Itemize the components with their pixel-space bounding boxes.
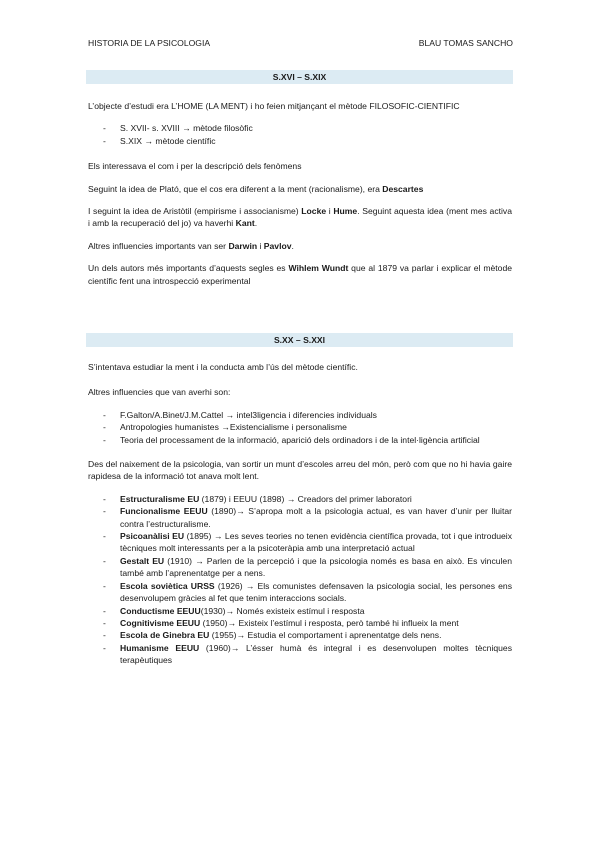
list-dash: -: [103, 409, 106, 420]
paragraph-text: que al 1879 va parlar i explicar el mètode científic fent una introspecció experimental: [88, 263, 513, 286]
list-item: [88, 580, 512, 605]
name-darwin: Darwin: [228, 240, 258, 251]
schools-list: [88, 493, 512, 667]
school-description: (1930)→ Només existeix estímul i resposta: [200, 605, 365, 616]
list-item: [88, 629, 512, 641]
paragraph-text: .: [254, 218, 258, 229]
paragraph-text: I seguint la idea de Aristòtil (empirisme i associanisme): [88, 206, 302, 217]
name-locke: Locke: [301, 206, 327, 217]
list-item: [88, 642, 512, 667]
school-name: Escola soviètica URSS: [120, 580, 215, 591]
school-name: Conductisme EEUU: [120, 605, 201, 616]
school-description: (1879) i EEUU (1898) → Creadors del primer laboratori: [199, 493, 412, 504]
list-item: [88, 409, 512, 421]
school-name: Gestalt EU: [120, 555, 165, 566]
list-dash: -: [103, 642, 106, 653]
school-description: (1910) → Parlen de la percepció i que la psicologia només es basa en això. Es vinculen també amb l’aprenentatge per a nens.: [120, 555, 512, 579]
section2-intro: S’intentava estudiar la ment i la conducta amb l’ús del mètode científic.: [88, 362, 358, 372]
list-item-text: F.Galton/A.Binet/J.M.Cattel → intel3ligencia i diferencies individuals: [120, 409, 377, 420]
paragraph-text: Seguint la idea de Plató, que el cos era diferent a la ment (racionalisme), era: [88, 183, 383, 194]
paragraph-other-influences: Altres influencies que van averhi son:: [88, 387, 231, 398]
section1-body: [88, 100, 512, 287]
paragraph-wundt: [88, 262, 512, 287]
list-dash: -: [103, 422, 106, 433]
list-item: [88, 135, 512, 147]
list-item-text: S.XIX → mètode científic: [120, 135, 216, 146]
section-heading-xvi-xix: S.XVI – S.XIX: [86, 70, 513, 84]
list-item: [88, 605, 512, 617]
name-wundt: Wihlem Wundt: [288, 263, 349, 274]
school-description: (1895) → Les seves teories no tenen evidència científica provada, tot i que introdueix tècniques molt interessants per a la psicoteràpia amb una interpretació actual: [120, 531, 512, 554]
school-name: Cognitivisme EEUU: [120, 617, 201, 628]
page-header: [88, 37, 513, 49]
list-item-text: Antropologies humanistes →Existencialisme i personalisme: [120, 422, 347, 433]
list-dash: -: [103, 580, 106, 591]
list-dash: -: [103, 555, 106, 566]
list-dash: -: [103, 493, 106, 504]
school-description: (1955)→ Estudia el comportament i aprenentatge dels nens.: [209, 630, 442, 641]
paragraph-influences: [88, 240, 512, 252]
paragraph-text: Un dels autors més importants d’aquests segles es: [88, 263, 289, 274]
list-dash: -: [103, 617, 106, 628]
school-description: (1950)→ Existeix l’estímul i resposta, però també hi influeix la ment: [200, 617, 459, 628]
paragraph-text: i: [326, 206, 334, 217]
list-item: [88, 434, 512, 446]
list-item: [88, 555, 512, 580]
list-dash: -: [103, 434, 106, 445]
school-name: Estructuralisme EU: [120, 493, 200, 504]
paragraph-birth: Des del naixement de la psicologia, van sortir un munt d’escoles arreu del món, però com que no hi havia gaire rapidesa de la informació tot anava molt lent.: [88, 459, 512, 482]
method-list: [88, 122, 512, 147]
list-dash: -: [103, 605, 106, 616]
header-title: HISTORIA DE LA PSICOLOGIA: [88, 38, 211, 48]
name-descartes: Descartes: [382, 183, 424, 194]
school-description: (1926) → Els comunistes defensaven la psicologia social, les persones ens desenvolupem gràcies al fet que tenim interaccions socials.: [120, 580, 512, 604]
school-description: (1890)→ S’apropa molt a la psicologia actual, es van haver d’unir per lluitar contra l’estructuralisme.: [120, 506, 512, 529]
list-item: [88, 122, 512, 134]
school-name: Humanisme EEUU: [120, 642, 200, 653]
paragraph-text: .: [291, 240, 294, 251]
section2-body: [88, 361, 512, 667]
influences-list: [88, 409, 512, 446]
list-item: [88, 505, 512, 530]
list-item-text: S. XVII- s. XVIII → mètode filosòfic: [120, 123, 253, 134]
section1-intro: L’objecte d’estudi era L’HOME (LA MENT) i ho feien mitjançant el mètode FILOSOFIC-CIENTIFIC: [88, 101, 460, 111]
school-name: Psicoanàlisi EU: [120, 531, 185, 542]
list-item-text: Teoria del processament de la informació, aparició dels ordinadors i de la intel·ligència artificial: [120, 434, 480, 445]
name-hume: Hume: [333, 206, 358, 217]
paragraph-interest: Els interessava el com i per la descripció dels fenòmens: [88, 161, 302, 172]
section-heading-xx-xxi: S.XX – S.XXI: [86, 333, 513, 347]
list-dash: -: [103, 630, 106, 641]
list-item: [88, 617, 512, 629]
list-item: [88, 493, 512, 505]
header-author: BLAU TOMAS SANCHO: [418, 38, 513, 48]
school-name: Escola de Ginebra EU: [120, 630, 210, 641]
list-dash: -: [103, 135, 106, 146]
name-pavlov: Pavlov: [263, 240, 292, 251]
name-kant: Kant: [235, 218, 255, 229]
paragraph-text: Altres influencies importants van ser: [88, 240, 229, 251]
list-item: [88, 421, 512, 433]
list-item: [88, 530, 512, 555]
list-dash: -: [103, 123, 106, 134]
list-dash: -: [103, 506, 106, 517]
paragraph-text: . Seguint aquesta idea (ment mes activa i amb la recuperació del jo) va haverhi: [88, 206, 512, 229]
list-dash: -: [103, 531, 106, 542]
paragraph-text: i: [257, 240, 264, 251]
paragraph-aristotle: [88, 205, 512, 230]
school-description: (1960)→ L’ésser humà és integral i es desenvolupen moltes tècniques terapèutiques: [120, 642, 512, 666]
school-name: Funcionalisme EEUU: [120, 506, 208, 517]
paragraph-plato: [88, 183, 512, 195]
